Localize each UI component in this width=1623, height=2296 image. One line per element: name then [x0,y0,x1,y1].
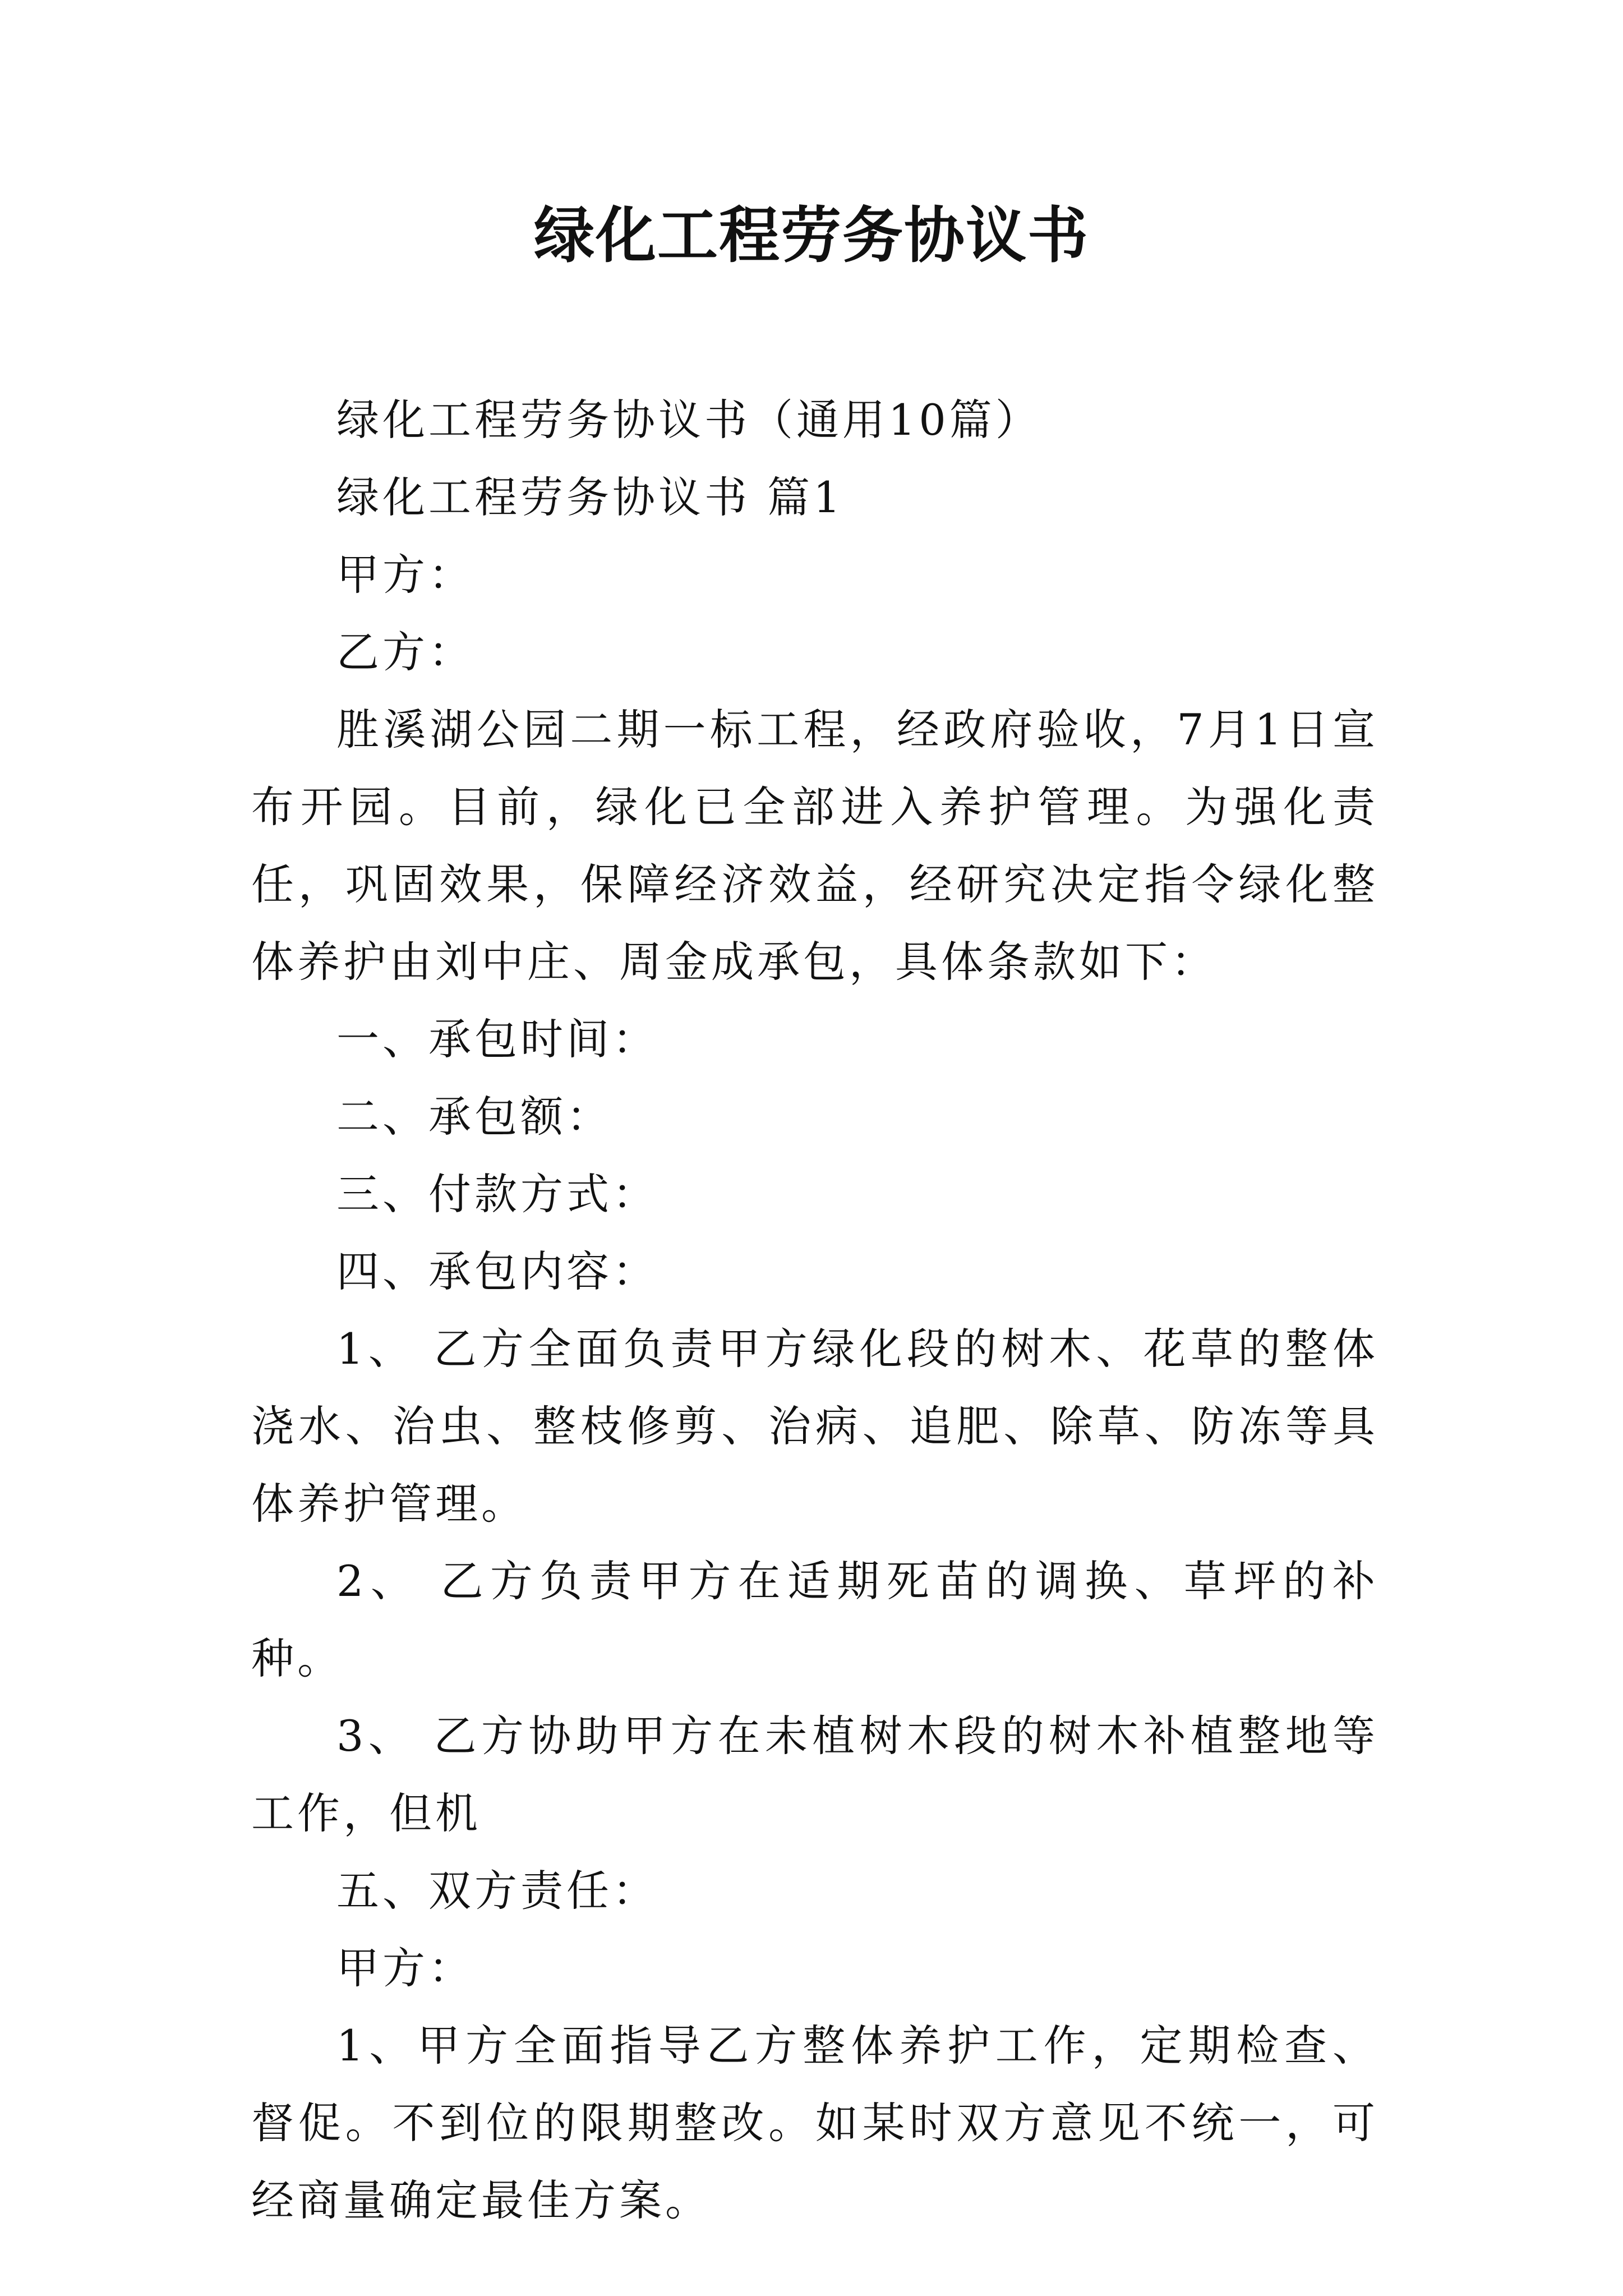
paragraph-clause-1: 一、承包时间： [336,1014,658,1064]
paragraph-party-a: 甲方： [336,550,474,600]
paragraph-party-a-item-1: 1、甲方全面指导乙方整体养护工作，定期检查、督促。不到位的限期整改。如某时双方意见不统一，可经商量确定最佳方案。 [251,2021,1378,2225]
paragraph-section-heading: 绿化工程劳务协议书 篇1 [336,472,844,522]
paragraph-intro: 胜溪湖公园二期一标工程，经政府验收，7月1日宣布开园。目前，绿化已全部进入养护管理。为强化责任，巩固效果，保障经济效益，经研究决定指令绿化整体养护由刘中庄、周金成承包，具体条款如下： [251,705,1378,987]
paragraph-clause-4: 四、承包内容： [336,1246,658,1296]
paragraph-item-1: 1、 乙方全面负责甲方绿化段的树木、花草的整体浇水、治虫、整枝修剪、治病、追肥、除草、防冻等具体养护管理。 [251,1324,1378,1529]
document-body [251,381,1378,2239]
paragraph-party-a-duties: 甲方： [336,1943,474,1993]
paragraph-item-3: 3、 乙方协助甲方在未植树木段的树木补植整地等工作，但机 [251,1711,1378,1838]
paragraph-clause-5: 五、双方责任： [336,1866,658,1916]
document-title: 绿化工程劳务协议书 [533,200,1089,271]
paragraph-item-2: 2、 乙方负责甲方在适期死苗的调换、草坪的补种。 [251,1556,1378,1683]
paragraph-party-b: 乙方： [336,627,474,677]
paragraph-subtitle: 绿化工程劳务协议书（通用10篇） [336,395,1041,445]
paragraph-clause-2: 二、承包额： [336,1092,612,1142]
paragraph-clause-3: 三、付款方式： [336,1169,658,1219]
